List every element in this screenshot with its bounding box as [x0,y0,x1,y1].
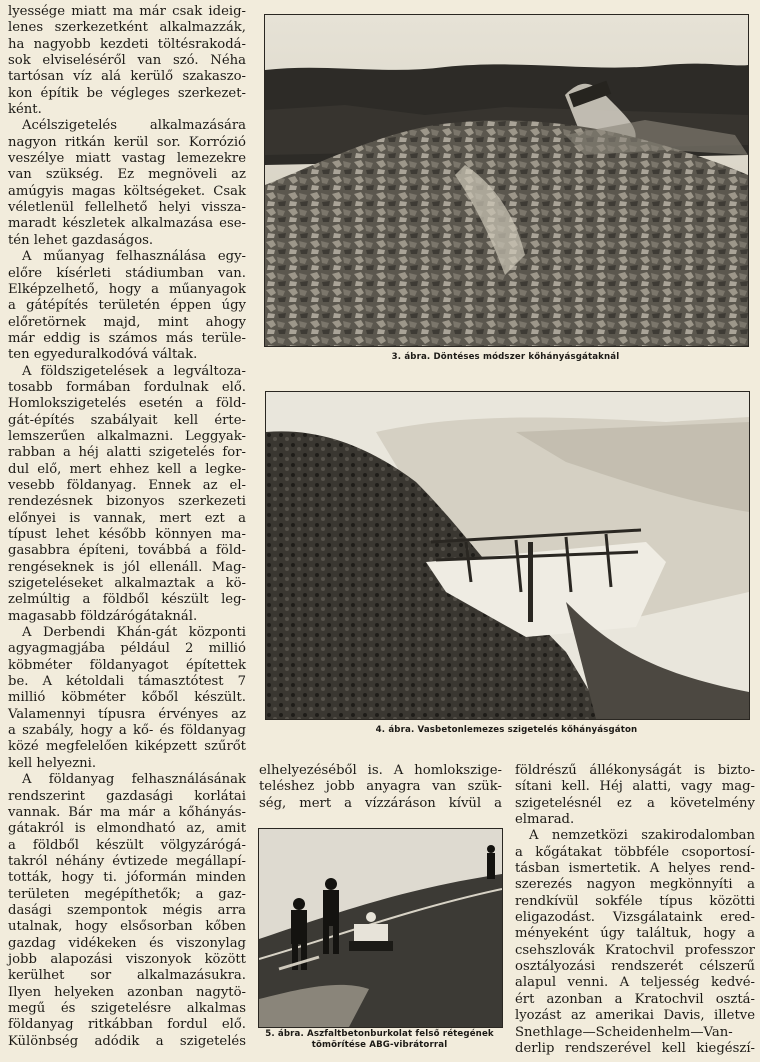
text-line: ért azonban a Kratochvil osztá- [515,991,755,1007]
text-line: gazdag vidékeken és viszonylag [8,935,246,951]
text-line: közé megfelelően kiképzett szűrőt [8,739,246,755]
text-line: Ilyen helyeken azonban nagytö- [8,984,246,1000]
text-line: A földszigetelések a legváltoza- [22,363,246,379]
text-line: ként. [8,102,42,118]
text-line: Különbség adódik a szigetelés [8,1033,246,1049]
figure-5-caption-line-2: tömörítése ABG-vibrátorral [311,1040,448,1050]
text-line: tosabb formában fordulnak elő. [8,379,246,395]
text-line: derlip rendszerével kell kiegészí- [515,1040,755,1056]
text-line: A földanyag felhasználásának [22,772,246,788]
text-line: Acélszigetelés alkalmazására [22,118,246,134]
text-line: lyessége miatt ma már csak ideig- [8,4,246,19]
text-line: veszélye miatt vastag lemezekre [8,151,246,167]
text-line: ha nagyobb kezdeti töltésrakodá- [8,36,246,52]
text-line: rendezésnek bizonyos szerkezeti [8,494,246,510]
text-line: gát-építés szabályait kell érte- [8,412,246,428]
text-line: rendkívül sokféle típus közötti [515,893,755,909]
text-line: kell helyezni. [8,755,97,771]
text-line: van szükség. Ez megnöveli az [8,167,246,183]
text-line: gátakról is elmondható az, amit [8,821,246,837]
text-line: gasabbra építeni, továbbá a föld- [8,543,246,559]
text-line: maradt készletek alkalmazása ese- [8,216,246,232]
text-line: rendszerint gazdasági korlátai [8,788,246,804]
text-line: előretörnek majd, mint ahogy [8,314,246,330]
text-line: a földből készült völgyzárógá- [8,837,246,853]
text-line: köbméter földanyagot építettek [8,657,246,673]
text-line: takról néhány évtizede megállapí- [8,853,246,869]
text-line: kon építik be végleges szerkezet- [8,85,246,101]
text-line: A műanyag felhasználása egy- [22,249,246,265]
text-line: millió köbméter kőből készült. [8,690,246,706]
text-line: rengéseknek is jól ellenáll. Mag- [8,559,246,575]
text-line: tásban ismertetik. A helyes rend- [515,861,755,877]
text-line: osztályozási rendszerét célszerű [515,959,755,975]
text-line: jobb alapozási viszonyok között [8,951,246,967]
text-line: szigeteléseket alkalmaztak a kö- [8,576,246,592]
text-line: eligazodást. Vizsgálataink ered- [515,910,755,926]
figure-4-caption: 4. ábra. Vasbetonlemezes szigetelés kőhányásgáton [375,725,638,735]
text-line: ményeként úgy találtuk, hogy a [515,926,755,942]
text-line: kerülhet sor alkalmazásukra. [8,968,246,984]
text-line: sítani kell. Héj alatti, vagy mag- [515,779,755,795]
text-line: agyagmagjába például 2 millió [8,641,246,657]
text-line: nagyon ritkán kerül sor. Korrózió [8,134,246,150]
rockfill-dumping-photo [265,15,748,346]
text-column-middle [259,763,502,812]
text-line: a szabály, hogy a kő- és földanyag [8,723,246,739]
text-line: ten egyeduralkodóvá váltak. [8,347,198,363]
text-line: utalnak, hogy elsősorban kőben [8,919,246,935]
text-line: földanyag ritkábban fordul elő. [8,1017,246,1033]
text-column-left [8,4,246,1050]
text-line: csehszlovák Kratochvil professzor [515,942,755,958]
text-line: Snethlage—Scheidenhelm—Van- [515,1024,733,1040]
text-line: előre kísérleti stádiumban van. [8,265,246,281]
text-line: lenes szerkezetként alkalmazzák, [8,20,246,36]
text-line: tén lehet gazdaságos. [8,232,154,248]
figure-5-caption [258,1029,501,1051]
text-line: előnyei is vannak, mert ezt a [8,510,246,526]
figure-5-photo [258,828,503,1028]
text-line: sok elviseléséről van szó. Néha [8,53,246,69]
text-line: a gátépítés területén éppen úgy [8,298,246,314]
text-line: dasági szempontok mégis arra [8,902,246,918]
text-line: lyozást az amerikai Davis, illetve [515,1008,755,1024]
text-line: már eddig is számos más terüle- [8,330,246,346]
text-line: típust lehet később könnyen ma- [8,527,246,542]
text-line: rabban a héj alatti szigetelés for- [8,445,246,461]
text-column-right [515,763,755,1057]
text-line: elhelyezéséből is. A homlokszige- [259,763,502,778]
text-line: lemszerűen alkalmazni. Leggyak- [8,428,246,444]
text-line: be. A kétoldali támasztótest 7 [8,674,246,690]
text-line: vannak. Bár ma már a kőhányás- [8,804,246,820]
text-line: vesebb földanyag. Ennek az el- [8,477,246,493]
text-line: amúgyis magas költségeket. Csak [8,183,246,199]
text-line: elmarad. [515,812,575,828]
text-line: Elképzelhető, hogy a műanyagok [8,281,246,297]
text-line: Homlokszigetelés esetén a föld- [8,396,246,412]
text-line: a kőgátakat többféle csoportosí- [515,844,755,860]
text-line: teléshez jobb anyagra van szük- [259,779,502,795]
figure-4-photo [265,391,750,720]
text-line: véletlenül fellelhető helyi vissza- [8,200,246,216]
text-line: A nemzetközi szakirodalomban [529,828,755,844]
figure-5-caption-line-1: 5. ábra. Aszfaltbetonburkolat felső rétegének [265,1029,494,1039]
text-line: tartósan víz alá kerülő szakaszo- [8,69,246,85]
concrete-slab-dam-photo [266,392,749,719]
text-line: szerezés nagyon megkönnyíti a [515,877,755,893]
text-line: szigetelésnél ez a követelmény [515,795,755,811]
text-line: Valamennyi típusra érvényes az [8,706,246,722]
text-line: ség, mert a vízzáráson kívül a [259,795,502,811]
text-line: tották, hogy ti. jóformán minden [8,870,246,886]
text-line: földrészű állékonyságát is bizto- [515,763,755,778]
text-line: dul elő, mert ehhez kell a legke- [8,461,246,477]
text-line: zelmúltig a földből készült leg- [8,592,246,608]
figure-3-photo [264,14,749,347]
text-line: alapul venni. A teljesség kedvé- [515,975,755,991]
figure-3-caption: 3. ábra. Döntéses módszer kőhányásgátaknál [391,352,620,362]
text-line: A Derbendi Khán-gát központi [22,625,246,641]
text-line: megű és szigetelésre alkalmas [8,1000,246,1016]
text-line: magasabb földzárógátaknál. [8,608,198,624]
text-line: területen megépíthetők; a gaz- [8,886,246,902]
asphalt-compaction-photo [259,829,502,1027]
